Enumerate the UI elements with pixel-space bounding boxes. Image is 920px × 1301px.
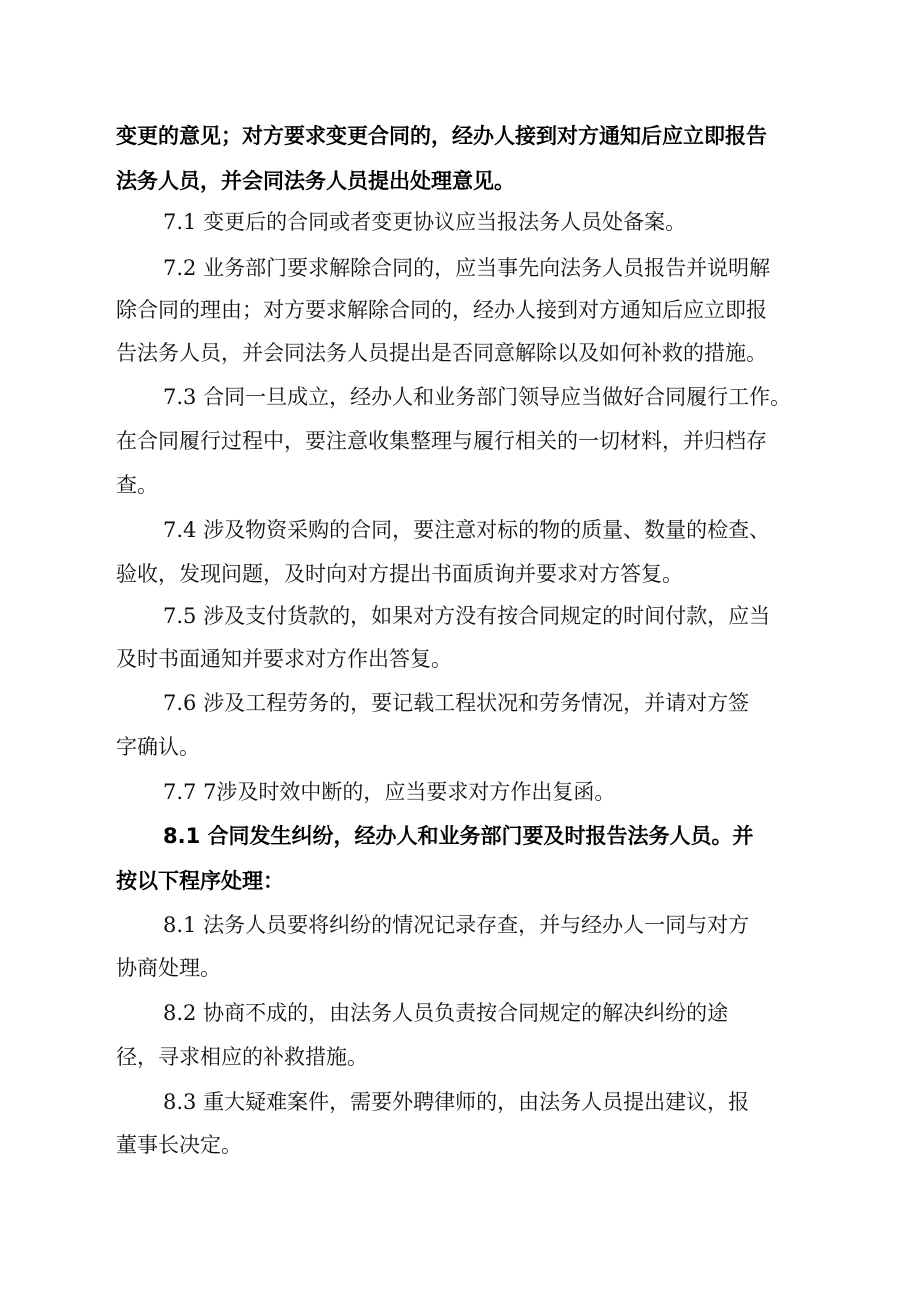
text-line-9: 查。 [116,473,158,497]
text-line-3: 7.1 变更后的合同或者变更协议应当报法务人员处备案。 [163,210,687,234]
text-line-22: 径，寻求相应的补救措施。 [116,1045,368,1069]
text-line-18: 按以下程序处理： [116,869,284,893]
text-line-15: 字确认。 [116,735,200,759]
text-line-20: 协商处理。 [116,956,221,980]
text-line-13: 及时书面通知并要求对方作出答复。 [116,647,452,671]
text-line-12: 7.5 涉及支付货款的，如果对方没有按合同规定的时间付款，应当 [163,604,771,628]
text-line-19: 8.1 法务人员要将纠纷的情况记录存查，并与经办人一同与对方 [163,913,750,937]
text-line-24: 董事长决定。 [116,1133,242,1157]
text-line-21: 8.2 协商不成的，由法务人员负责按合同规定的解决纠纷的途 [163,1001,729,1025]
text-line-23: 8.3 重大疑难案件，需要外聘律师的，由法务人员提出建议，报 [163,1090,750,1114]
text-line-10: 7.4 涉及物资采购的合同，要注意对标的物的质量、数量的检查、 [163,518,771,542]
text-line-4: 7.2 业务部门要求解除合同的，应当事先向法务人员报告并说明解 [163,256,771,280]
text-line-16: 7.7 7涉及时效中断的，应当要求对方作出复函。 [163,780,616,804]
text-line-2: 法务人员，并会同法务人员提出处理意见。 [116,169,515,193]
text-line-7: 7.3 合同一旦成立，经办人和业务部门领导应当做好合同履行工作。 [163,385,792,409]
text-line-14: 7.6 涉及工程劳务的，要记载工程状况和劳务情况，并请对方签 [163,691,750,715]
text-line-6: 告法务人员，并会同法务人员提出是否同意解除以及如何补救的措施。 [116,341,767,365]
text-line-1: 变更的意见；对方要求变更合同的，经办人接到对方通知后应立即报告 [116,124,767,148]
text-line-5: 除合同的理由；对方要求解除合同的，经办人接到对方通知后应立即报 [116,298,767,322]
text-line-8: 在合同履行过程中，要注意收集整理与履行相关的一切材料，并归档存 [116,429,767,453]
text-line-11: 验收，发现问题，及时向对方提出书面质询并要求对方答复。 [116,562,683,586]
text-line-17: 8.1 合同发生纠纷，经办人和业务部门要及时报告法务人员。并 [163,824,754,848]
